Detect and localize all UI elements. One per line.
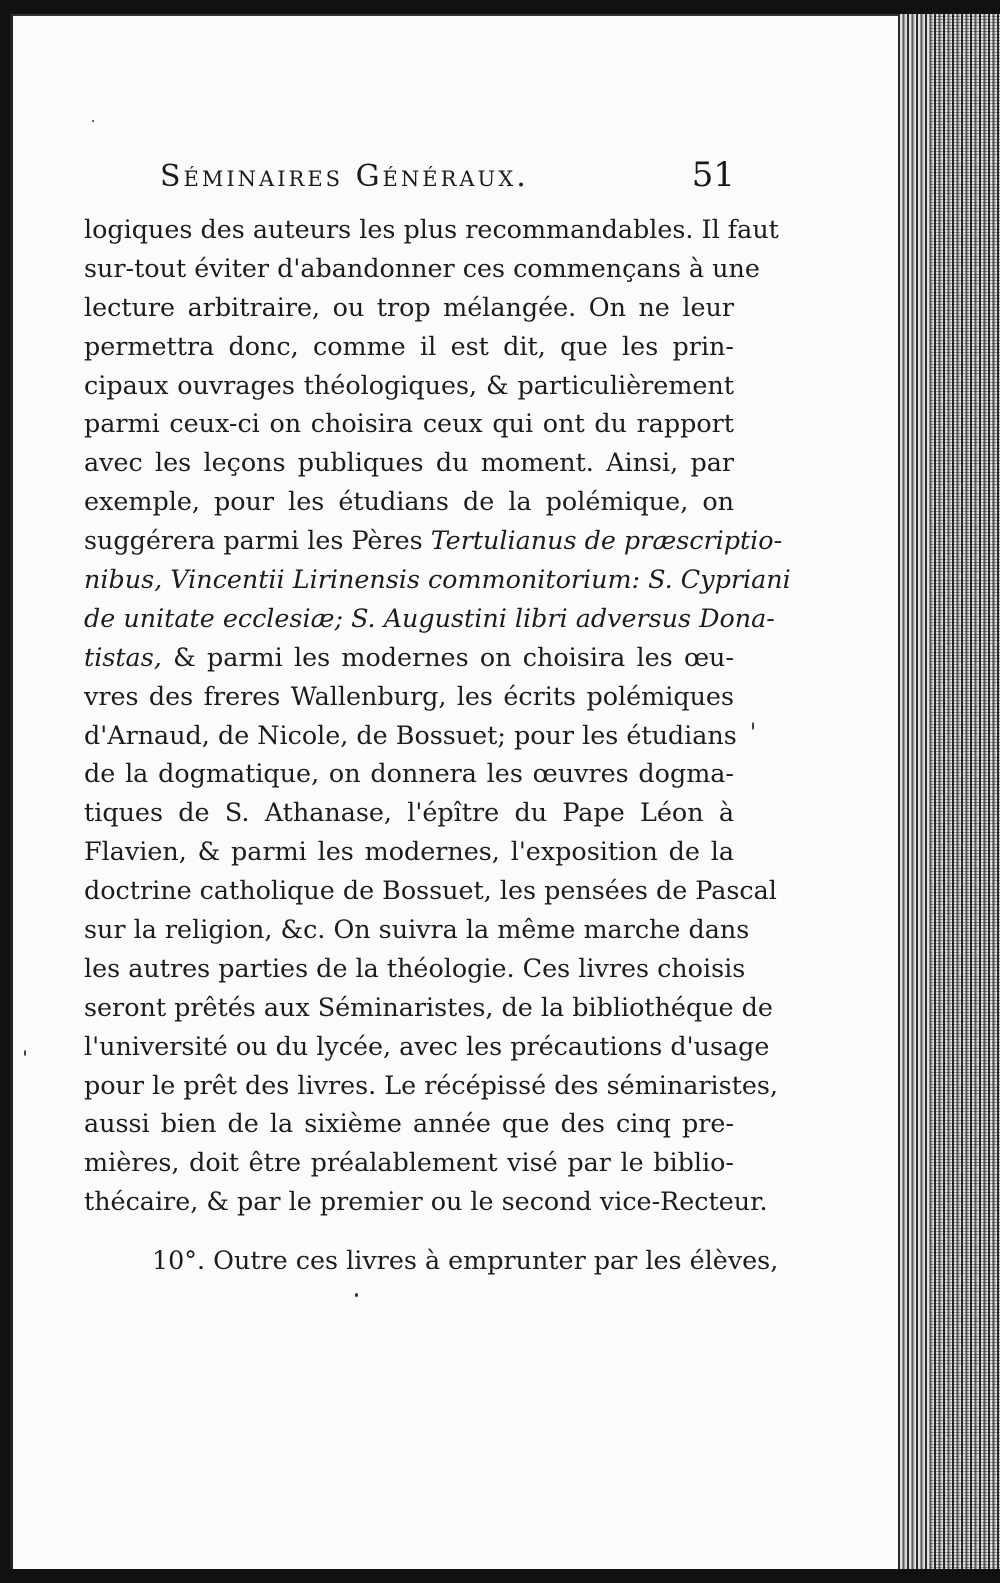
ink-speck [92, 120, 94, 122]
text-line: doctrine catholique de Bossuet, les pensées de Pascal [84, 875, 777, 906]
text-line: avec les leçons publiques du moment. Ainsi, par [84, 447, 734, 478]
text-line: de la dogmatique, on donnera les œuvres dogma- [84, 758, 734, 789]
text-line [84, 560, 791, 599]
page-body [84, 210, 791, 1280]
text-line: mières, doit être préalablement visé par le biblio- [84, 1147, 734, 1178]
text-line: cipaux ouvrages théologiques, & particulièrement [84, 369, 734, 400]
paragraph-start-line: 10°. Outre ces livres à emprunter par les élèves, [152, 1245, 779, 1276]
page-edge-texture [930, 14, 1000, 1583]
italic-citation: nibus, Vincentii Lirinensis commonitorium: S. Cypriani [84, 564, 791, 595]
text-segment: & parmi les modernes on choisira les œu- [173, 641, 734, 672]
text-line: d'Arnaud, de Nicole, de Bossuet; pour les étudians [84, 719, 737, 750]
text-line: Flavien, & parmi les modernes, l'exposition de la [84, 836, 734, 867]
text-line: lecture arbitraire, ou trop mélangée. On ne leur [84, 291, 734, 322]
italic-citation: de unitate ecclesiæ; S. Augustini libri adversus Dona- [84, 602, 775, 633]
text-line: vres des freres Wallenburg, les écrits polémiques [84, 680, 734, 711]
text-line: sur la religion, &c. On suivra la même marche dans [84, 914, 750, 945]
ink-speck [355, 1293, 358, 1297]
text-line [84, 638, 734, 677]
text-line: exemple, pour les étudians de la polémique, on [84, 486, 734, 517]
running-title: Séminaires Généraux. [160, 159, 529, 194]
scan-top-border [0, 0, 1000, 14]
text-line: pour le prêt des livres. Le récépissé des séminaristes, [84, 1069, 778, 1100]
scan-left-border [0, 0, 10, 1583]
text-line: seront prêtés aux Séminaristes, de la bibliothéque de [84, 991, 773, 1022]
text-line: thécaire, & par le premier ou le second vice-Recteur. [84, 1186, 768, 1217]
text-segment: suggérera parmi les Pères [84, 525, 423, 556]
italic-citation: Tertulianus de præscriptio- [430, 525, 783, 556]
text-line: permettra donc, comme il est dit, que les prin- [84, 330, 734, 361]
page-number: 51 [691, 155, 735, 195]
text-line [84, 521, 783, 560]
text-line: tiques de S. Athanase, l'épître du Pape Léon à [84, 797, 734, 828]
ink-speck [752, 722, 754, 730]
page-header [160, 155, 735, 205]
italic-citation: tistas, [84, 641, 162, 672]
ink-speck [24, 1050, 26, 1056]
scan-bottom-border [0, 1569, 1000, 1583]
text-line: logiques des auteurs les plus recommandables. Il faut [84, 214, 779, 244]
text-line: parmi ceux-ci on choisira ceux qui ont du rapport [84, 408, 734, 439]
text-line: sur-tout éviter d'abandonner ces commençans à une [84, 252, 760, 283]
text-line: l'université ou du lycée, avec les précautions d'usage [84, 1030, 770, 1061]
text-line: les autres parties de la théologie. Ces livres choisis [84, 952, 746, 983]
text-line [84, 599, 775, 638]
text-line: aussi bien de la sixième année que des cinq pre- [84, 1108, 734, 1139]
